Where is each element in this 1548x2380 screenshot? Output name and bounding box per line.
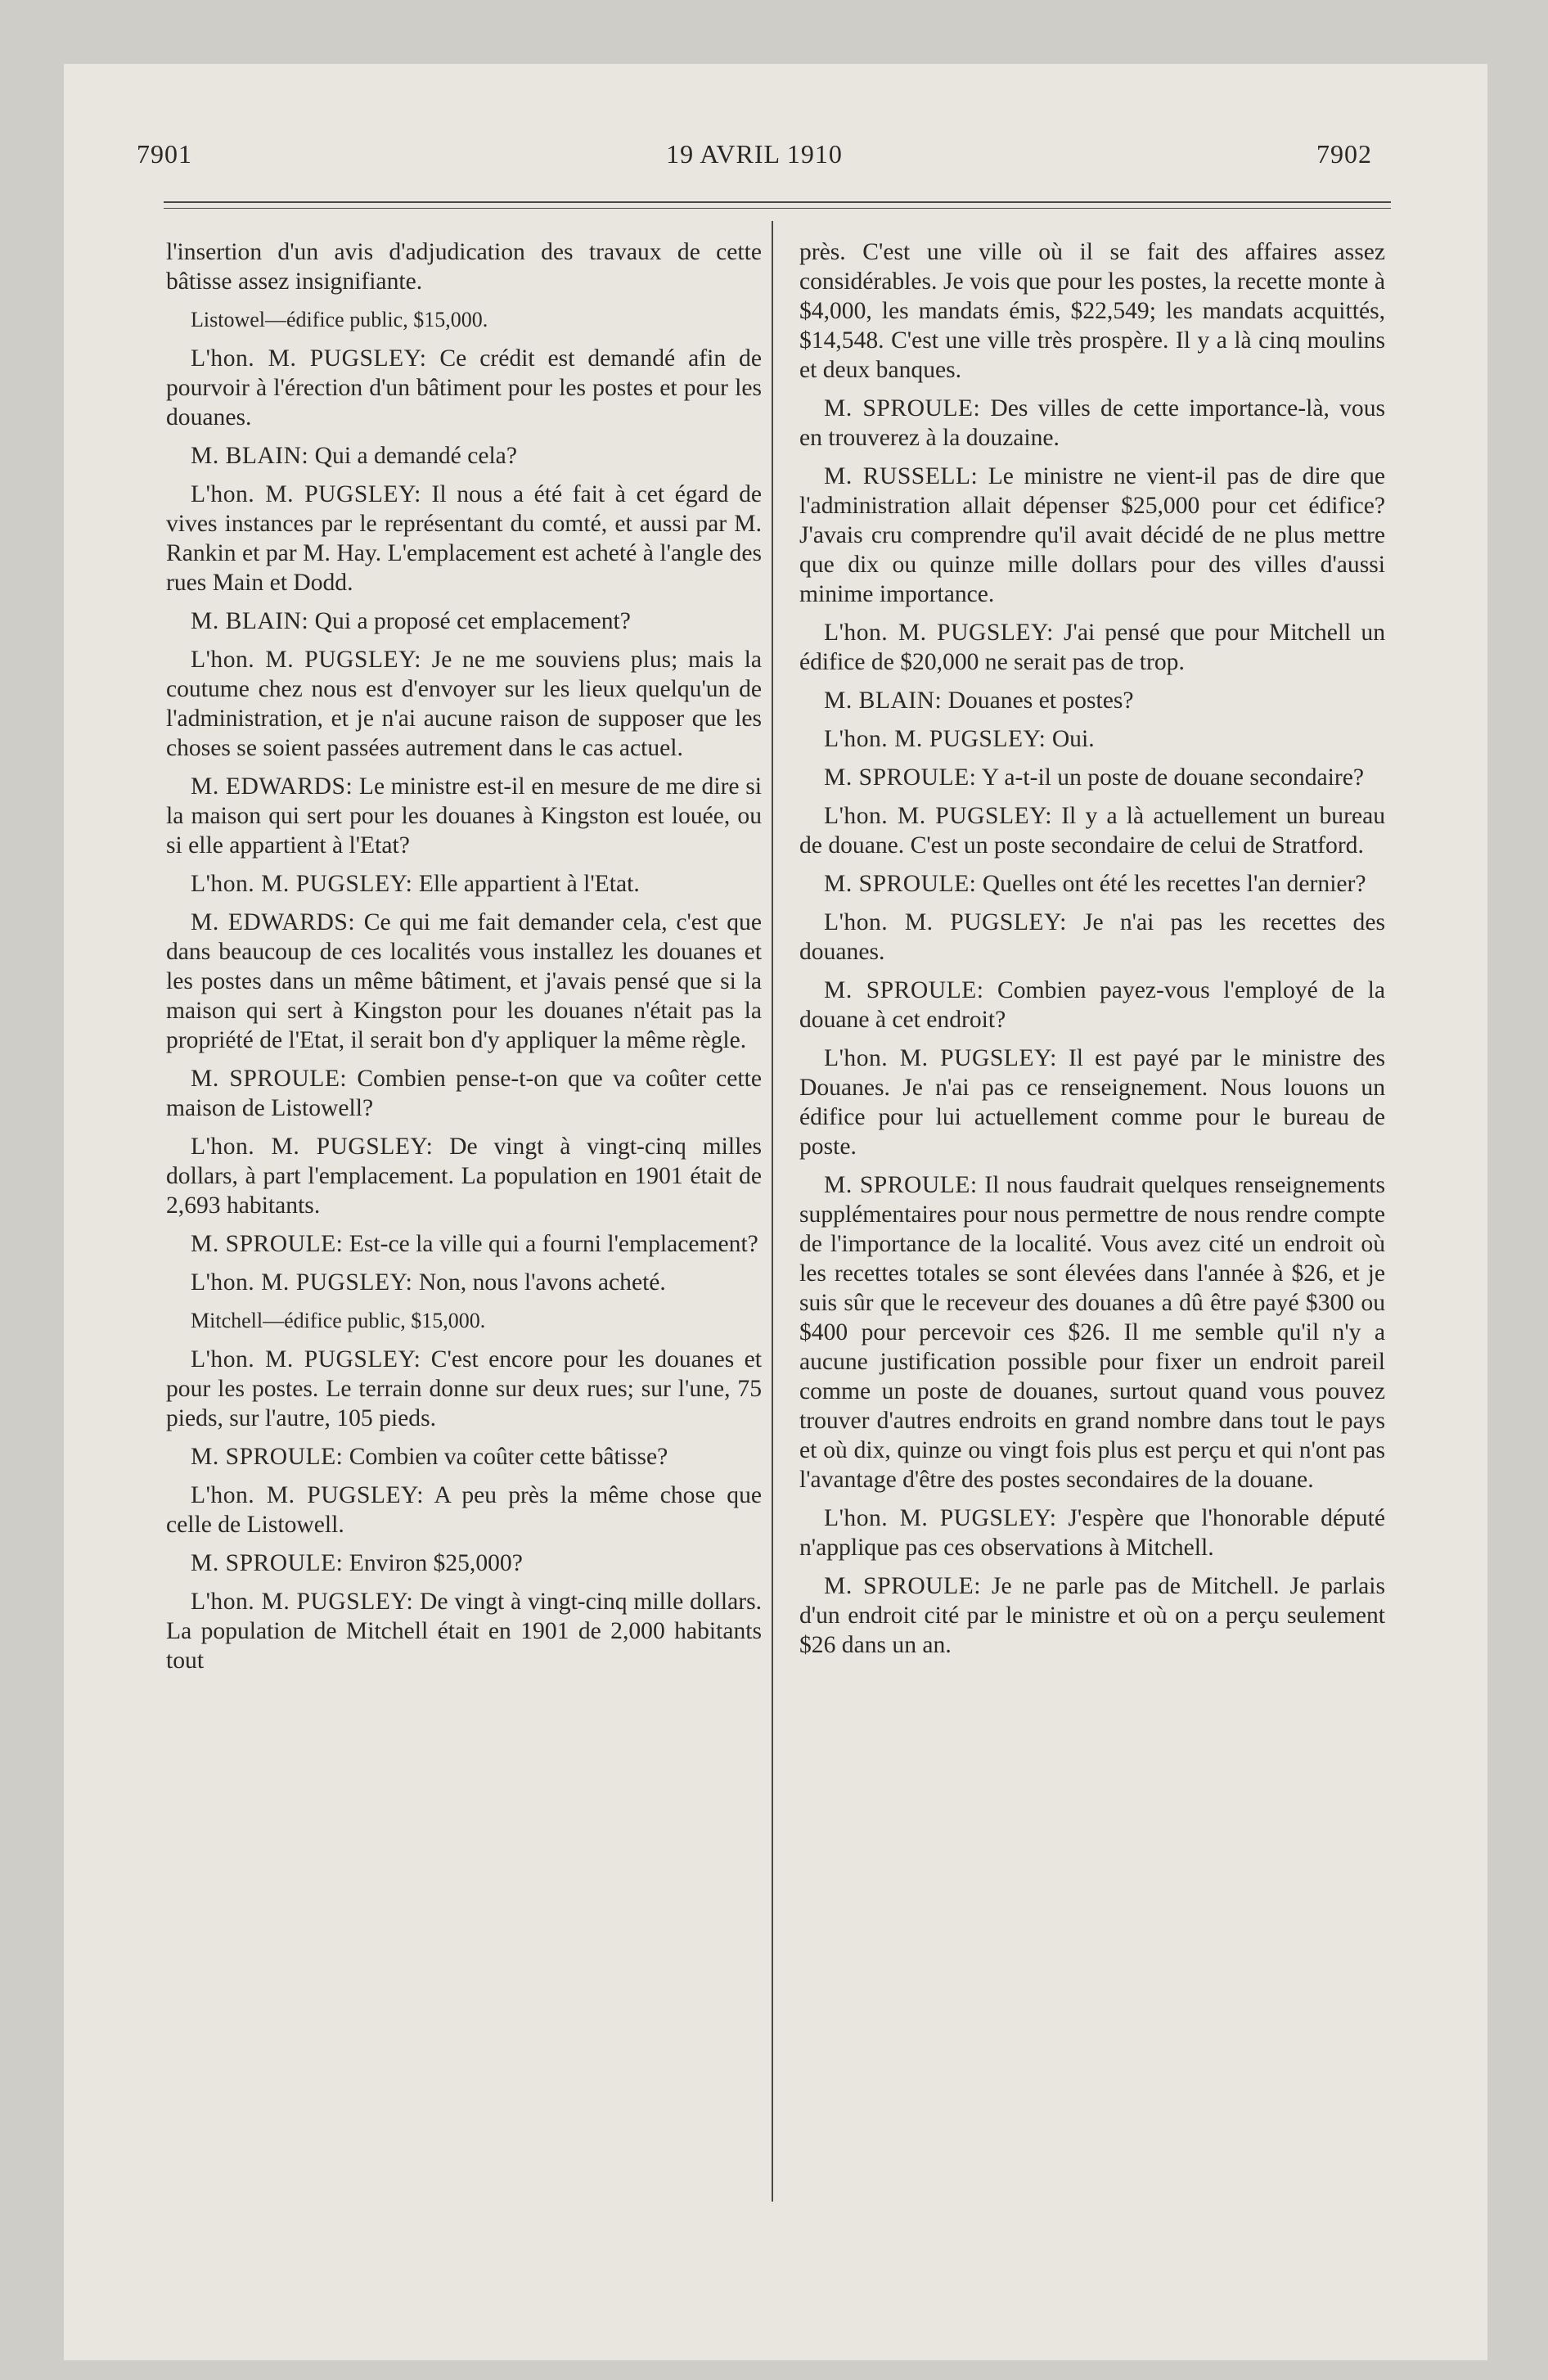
- paragraph-text: Des villes de cette importance-là, vous en trouverez à la douzaine.: [799, 395, 1386, 451]
- speaker-name: L'hon. M. PUGSLEY:: [191, 1346, 421, 1373]
- speech-paragraph: [166, 480, 762, 597]
- speech-paragraph: [799, 869, 1385, 899]
- paragraph-text: Qui a demandé cela?: [314, 443, 517, 469]
- speaker-name: M. BLAIN:: [191, 608, 309, 634]
- paragraph-text: J'ai pensé que pour Mitchell un édifice de $20,000 ne serait pas de trop.: [799, 620, 1385, 675]
- page-header: [137, 139, 1372, 172]
- speech-paragraph: [166, 606, 762, 636]
- speech-paragraph: [799, 1571, 1385, 1660]
- paragraph-text: Oui.: [1051, 726, 1095, 752]
- paragraph-text: Il nous faudrait quelques renseignements supplémentaires pour nous permettre de nous rendre compte de l'importance de la localité. Vous avez cité un endroit où les recettes totales se sont élevées dans l'année à $26, et je suis sûr que le receveur des douanes a dû être payé $300 ou $400 pour percevoir ces $26. Il me semble qu'il n'y a aucune justification possible pour fixer un endroit pareil comme un poste de douanes, surtout quand vous pouvez trouver d'autres endroits en grand nombre dans tout le pays et où dix, quinze ou vingt fois plus est perçu et qui n'ont pas l'avantage d'être des postes secondaires de la douane.: [799, 1172, 1385, 1493]
- speaker-name: M. BLAIN:: [191, 443, 309, 469]
- speaker-name: M. SPROULE:: [191, 1444, 344, 1470]
- paragraph-text: Je ne me souviens plus; mais la coutume chez nous est d'envoyer sur les lieux quelqu'un de l'administration, et je n'ai aucune raison de supposer que les choses se soient passées autrement dans le cas actuel.: [166, 647, 762, 761]
- speaker-name: M. SPROULE:: [191, 1550, 344, 1576]
- paragraph-text: Mitchell—édifice public, $15,000.: [191, 1309, 486, 1332]
- speaker-name: M. SPROULE:: [824, 764, 977, 791]
- paragraph-text: Combien va coûter cette bâtisse?: [349, 1444, 668, 1470]
- speech-paragraph: [166, 908, 762, 1055]
- column-divider: [772, 221, 773, 2202]
- speech-paragraph: [166, 441, 762, 471]
- speaker-name: M. SPROULE:: [824, 1172, 978, 1198]
- speaker-name: L'hon. M. PUGSLEY:: [824, 1505, 1057, 1531]
- speaker-name: M. SPROULE:: [191, 1231, 344, 1257]
- speech-paragraph: [166, 869, 762, 899]
- speech-paragraph: [799, 908, 1385, 967]
- paragraph-text: Le ministre est-il en mesure de me dire si la maison qui sert pour les douanes à Kingston est louée, ou si elle appartient à l'Etat?: [166, 773, 762, 859]
- speech-paragraph: [166, 645, 762, 763]
- paragraph-continuation: [166, 237, 762, 296]
- paragraph-text: près. C'est une ville où il se fait des affaires assez considérables. Je vois que pour les postes, la recette monte à $4,000, les mandats émis, $22,549; les mandats acquittés, $14,548. C'est une ville très prospère. Il y a là cinq moulins et deux banques.: [799, 239, 1385, 383]
- speech-paragraph: [166, 1442, 762, 1472]
- speaker-name: M. EDWARDS:: [191, 909, 356, 935]
- speaker-name: M. SPROULE:: [824, 1573, 981, 1599]
- paragraph-text: J'espère que l'honorable député n'applique pas ces observations à Mitchell.: [799, 1505, 1385, 1561]
- paragraph-text: Ce qui me fait demander cela, c'est que dans beaucoup de ces localités vous installez les douanes et les postes dans un même bâtiment, et j'avais pensé que si la maison qui sert à Kingston pour les douanes n'était pas la propriété de l'Etat, il serait bon d'y appliquer la même règle.: [166, 909, 762, 1053]
- speech-paragraph: [799, 1170, 1385, 1494]
- paragraph-text: Quelles ont été les recettes l'an dernier?: [982, 871, 1366, 897]
- speaker-name: M. SPROULE:: [824, 871, 977, 897]
- speaker-name: M. SPROULE:: [824, 395, 981, 421]
- speech-paragraph: [166, 1548, 762, 1578]
- speech-paragraph: [166, 1229, 762, 1259]
- right-column: [799, 237, 1385, 1669]
- paragraph-text: Ce crédit est demandé afin de pourvoir à l'érection d'un bâtiment pour les postes et pour les douanes.: [166, 345, 762, 430]
- speaker-name: L'hon. M. PUGSLEY:: [191, 647, 421, 673]
- estimate-item: [166, 1306, 762, 1336]
- speech-paragraph: [799, 394, 1385, 453]
- speech-paragraph: [166, 1132, 762, 1220]
- speaker-name: L'hon. M. PUGSLEY:: [191, 1589, 414, 1615]
- paragraph-text: Le ministre ne vient-il pas de dire que l'administration allait dépenser $25,000 pour cet édifice? J'avais cru comprendre qu'il avait décidé de ne plus mettre que dix ou quinze mille dollars pour des villes d'aussi minime importance.: [799, 463, 1385, 607]
- speaker-name: M. BLAIN:: [824, 687, 943, 714]
- speaker-name: L'hon. M. PUGSLEY:: [191, 871, 413, 897]
- paragraph-text: Qui a proposé cet emplacement?: [314, 608, 631, 634]
- page-number-right: 7902: [1316, 139, 1372, 169]
- paragraph-text: Je ne parle pas de Mitchell. Je parlais d'un endroit cité par le ministre et où on a perçu seulement $26 dans un an.: [799, 1573, 1385, 1658]
- paragraph-text: Environ $25,000?: [349, 1550, 523, 1576]
- speech-paragraph: [166, 344, 762, 432]
- paragraph-text: l'insertion d'un avis d'adjudication des travaux de cette bâtisse assez insignifiante.: [166, 239, 762, 295]
- paragraph-text: Il y a là actuellement un bureau de douane. C'est un poste secondaire de celui de Stratford.: [799, 803, 1386, 859]
- speech-paragraph: [799, 686, 1385, 715]
- paragraph-text: De vingt à vingt-cinq milles dollars, à part l'emplacement. La population en 1901 était de 2,693 habitants.: [166, 1134, 762, 1219]
- speaker-name: L'hon. M. PUGSLEY:: [824, 803, 1052, 829]
- page-date: 19 AVRIL 1910: [666, 139, 843, 169]
- speech-paragraph: [799, 763, 1385, 792]
- speaker-name: M. SPROULE:: [824, 977, 984, 1003]
- speaker-name: L'hon. M. PUGSLEY:: [824, 726, 1046, 752]
- paragraph-text: A peu près la même chose que celle de Listowell.: [166, 1482, 762, 1538]
- paragraph-text: Combien pense-t-on que va coûter cette maison de Listowell?: [166, 1066, 763, 1121]
- paragraph-text: C'est encore pour les douanes et pour les postes. Le terrain donne sur deux rues; sur l'une, 75 pieds, sur l'autre, 105 pieds.: [166, 1346, 762, 1431]
- paragraph-text: De vingt à vingt-cinq mille dollars. La population de Mitchell était en 1901 de 2,000 habitants tout: [166, 1589, 762, 1674]
- speech-paragraph: [799, 724, 1385, 754]
- speech-paragraph: [799, 1044, 1385, 1161]
- paragraph-text: Elle appartient à l'Etat.: [418, 871, 640, 897]
- speech-paragraph: [166, 1587, 762, 1675]
- speech-paragraph: [799, 1503, 1385, 1562]
- paragraph-text: Il est payé par le ministre des Douanes. Je n'ai pas ce renseignement. Nous louons un édifice pour lui actuellement comme pour le bureau de poste.: [799, 1045, 1385, 1160]
- speaker-name: L'hon. M. PUGSLEY:: [191, 1134, 434, 1160]
- paragraph-text: Je n'ai pas les recettes des douanes.: [799, 909, 1385, 965]
- paragraph-text: Y a-t-il un poste de douane secondaire?: [981, 764, 1364, 791]
- speaker-name: L'hon. M. PUGSLEY:: [191, 345, 427, 372]
- speech-paragraph: [799, 618, 1385, 677]
- speech-paragraph: [166, 1268, 762, 1297]
- speaker-name: L'hon. M. PUGSLEY:: [191, 481, 421, 507]
- paragraph-text: Il nous a été fait à cet égard de vives instances par le représentant du comté, et aussi par M. Rankin et par M. Hay. L'emplacement est acheté à l'angle des rues Main et Dodd.: [166, 481, 763, 596]
- speech-paragraph: [799, 462, 1385, 609]
- page-number-left: 7901: [137, 139, 192, 169]
- speaker-name: L'hon. M. PUGSLEY:: [824, 909, 1067, 935]
- speech-paragraph: [166, 1481, 762, 1539]
- paragraph-continuation: [799, 237, 1385, 385]
- header-rule: [164, 201, 1391, 203]
- speech-paragraph: [799, 801, 1385, 860]
- left-column: [166, 237, 762, 1684]
- speaker-name: M. RUSSELL:: [824, 463, 979, 489]
- speech-paragraph: [166, 772, 762, 860]
- paragraph-text: Douanes et postes?: [947, 687, 1134, 714]
- paragraph-text: Non, nous l'avons acheté.: [418, 1269, 666, 1296]
- speaker-name: M. SPROULE:: [191, 1066, 348, 1092]
- speaker-name: L'hon. M. PUGSLEY:: [824, 620, 1054, 646]
- speech-paragraph: [166, 1345, 762, 1433]
- speech-paragraph: [799, 976, 1385, 1034]
- speaker-name: L'hon. M. PUGSLEY:: [191, 1482, 424, 1508]
- paragraph-text: Est-ce la ville qui a fourni l'emplacement?: [349, 1231, 758, 1257]
- speaker-name: L'hon. M. PUGSLEY:: [824, 1045, 1057, 1071]
- header-rule-thin: [164, 208, 1391, 209]
- estimate-item: [166, 305, 762, 335]
- paragraph-text: Listowel—édifice public, $15,000.: [191, 308, 488, 331]
- speaker-name: M. EDWARDS:: [191, 773, 353, 800]
- paragraph-text: Combien payez-vous l'employé de la douane à cet endroit?: [799, 977, 1386, 1033]
- speaker-name: L'hon. M. PUGSLEY:: [191, 1269, 413, 1296]
- speech-paragraph: [166, 1064, 762, 1123]
